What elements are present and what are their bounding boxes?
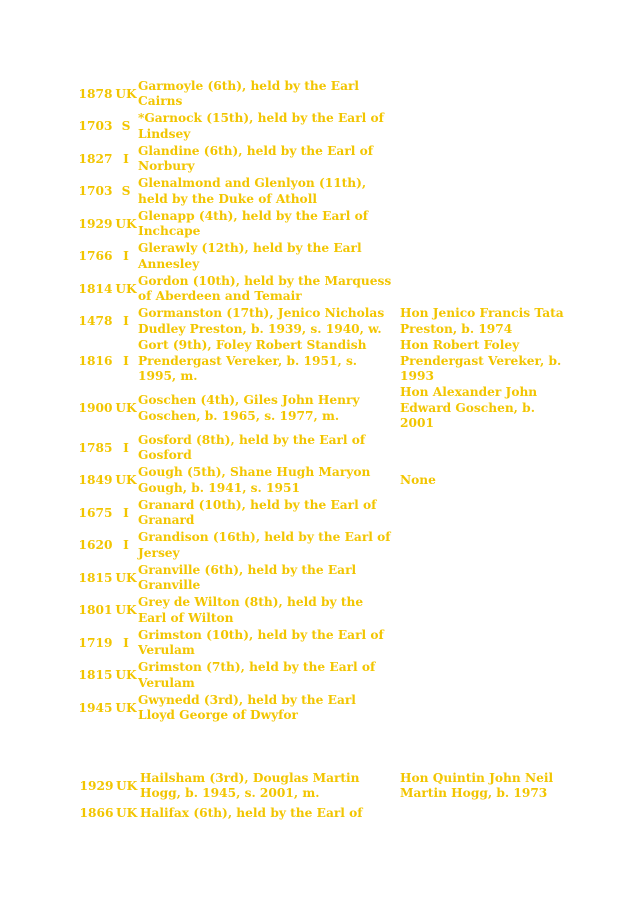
peerage-title: Grey de Wilton (8th), held by the Earl of Wilton: [138, 595, 364, 625]
creation-year: 1900: [78, 400, 113, 415]
creation-year: 1929: [78, 216, 113, 231]
creation-year: 1827: [78, 151, 113, 166]
peerage-type: UK: [115, 86, 137, 101]
peerage-type: UK: [115, 400, 137, 415]
heir: [400, 208, 565, 241]
table-row: [77, 273, 565, 306]
creation-year: 1816: [78, 353, 113, 368]
peerage-title: Gwynedd (3rd), held by the Earl Lloyd George of Dwyfor: [138, 692, 356, 723]
heir: [400, 432, 565, 465]
peerage-type: UK: [116, 778, 138, 793]
peerage-type: I: [123, 440, 129, 455]
heir: [400, 143, 565, 176]
peerage-title: Grimston (7th), held by the Earl of Verulam: [138, 660, 376, 690]
peerage-type: I: [123, 635, 129, 650]
peerage-title: Gough (5th), Shane Hugh Maryon Gough, b. 1941, s. 1951: [138, 465, 371, 495]
heir: None: [400, 473, 436, 487]
creation-year: 1945: [78, 700, 113, 715]
peerage-type: I: [123, 538, 129, 552]
heir: [400, 530, 565, 563]
peerage-title: Granville (6th), held by the Earl Granville: [138, 562, 357, 593]
heir: Hon Alexander John Edward Goschen, b. 2001: [400, 385, 538, 431]
creation-year: 1815: [78, 668, 113, 682]
creation-year: 1620: [78, 538, 113, 552]
peerage-type: UK: [115, 570, 137, 585]
heir: Hon Quintin John Neil Martin Hogg, b. 1973: [400, 770, 554, 801]
peerage-table-h: [77, 770, 565, 825]
creation-year: 1675: [78, 505, 113, 520]
table-row: [77, 692, 565, 725]
peerage-type: UK: [115, 473, 137, 487]
creation-year: 1703: [78, 119, 113, 133]
table-row: [77, 208, 565, 241]
table-row: [77, 143, 565, 176]
heir: [400, 273, 565, 306]
peerage-title: Gordon (10th), held by the Marquess of Aberdeen and Temair: [138, 273, 392, 304]
peerage-title: Glerawly (12th), held by the Earl Annesley: [138, 241, 362, 271]
peerage-title: Garmoyle (6th), held by the Earl Cairns: [138, 78, 360, 109]
peerage-type: UK: [115, 216, 137, 231]
peerage-type: UK: [115, 603, 137, 617]
creation-year: 1814: [78, 281, 113, 296]
peerage-title: Gort (9th), Foley Robert Standish Prendergast Vereker, b. 1951, s. 1995, m.: [138, 338, 367, 384]
peerage-type: S: [121, 119, 131, 133]
creation-year: 1929: [79, 778, 114, 793]
heir: [400, 111, 565, 144]
peerage-title: Gormanston (17th), Jenico Nicholas Dudley Preston, b. 1939, s. 1940, w.: [138, 306, 385, 336]
creation-year: 1766: [78, 249, 113, 263]
peerage-title: Goschen (4th), Giles John Henry Goschen, b. 1965, s. 1977, m.: [138, 393, 360, 423]
creation-year: 1703: [78, 184, 113, 198]
table-row: [77, 562, 565, 595]
heir: Hon Jenico Francis Tata Preston, b. 1974: [400, 306, 564, 336]
heir: [400, 78, 565, 111]
heir: Hon Robert Foley Prendergast Vereker, b. 1993: [400, 338, 562, 384]
creation-year: 1785: [78, 440, 113, 455]
table-row: [77, 338, 565, 385]
table-row: [77, 660, 565, 693]
peerage-type: I: [123, 249, 129, 263]
peerage-title: Glandine (6th), held by the Earl of Norbury: [138, 143, 373, 174]
peerage-title: *Garnock (15th), held by the Earl of Lindsey: [138, 111, 384, 141]
table-row: [77, 241, 565, 274]
table-row: [77, 627, 565, 660]
peerage-type: I: [123, 353, 129, 368]
heir: [400, 176, 565, 209]
creation-year: 1478: [78, 314, 113, 328]
table-row: [77, 385, 565, 432]
heir: [400, 692, 565, 725]
table-row: [77, 465, 565, 498]
table-row: [77, 306, 565, 339]
peerage-type: I: [123, 151, 129, 166]
heir: [400, 497, 565, 530]
table-row: [77, 176, 565, 209]
heir: [400, 627, 565, 660]
peerage-title: Halifax (6th), held by the Earl of: [140, 805, 363, 820]
heir: [400, 803, 565, 825]
creation-year: 1719: [78, 635, 113, 650]
table-row: [77, 530, 565, 563]
table-row: [77, 803, 565, 825]
table-row: [77, 770, 565, 803]
peerage-title: Hailsham (3rd), Douglas Martin Hogg, b. 1945, s. 2001, m.: [140, 770, 360, 801]
peerage-type: I: [123, 505, 129, 520]
table-row: [77, 111, 565, 144]
creation-year: 1878: [78, 86, 113, 101]
heir: [400, 241, 565, 274]
peerage-title: Granard (10th), held by the Earl of Granard: [138, 497, 377, 528]
table-row: [77, 78, 565, 111]
peerage-type: UK: [115, 668, 137, 682]
table-row: [77, 595, 565, 628]
peerage-title: Grandison (16th), held by the Earl of Jersey: [138, 530, 391, 560]
creation-year: 1849: [78, 473, 113, 487]
peerage-title: Glenapp (4th), held by the Earl of Inchcape: [138, 208, 369, 239]
peerage-type: UK: [115, 281, 137, 296]
heir: [400, 562, 565, 595]
peerage-table-g: [77, 78, 565, 725]
peerage-type: UK: [115, 700, 137, 715]
table-row: [77, 497, 565, 530]
peerage-type: S: [121, 184, 131, 198]
creation-year: 1815: [78, 570, 113, 585]
table-row: [77, 432, 565, 465]
peerage-type: UK: [116, 805, 138, 820]
heir: [400, 595, 565, 628]
peerage-title: Glenalmond and Glenlyon (11th), held by the Duke of Atholl: [138, 176, 367, 206]
peerage-title: Grimston (10th), held by the Earl of Verulam: [138, 627, 384, 658]
creation-year: 1801: [78, 603, 113, 617]
creation-year: 1866: [79, 805, 114, 820]
peerage-type: I: [123, 314, 129, 328]
heir: [400, 660, 565, 693]
peerage-title: Gosford (8th), held by the Earl of Gosford: [138, 432, 366, 463]
